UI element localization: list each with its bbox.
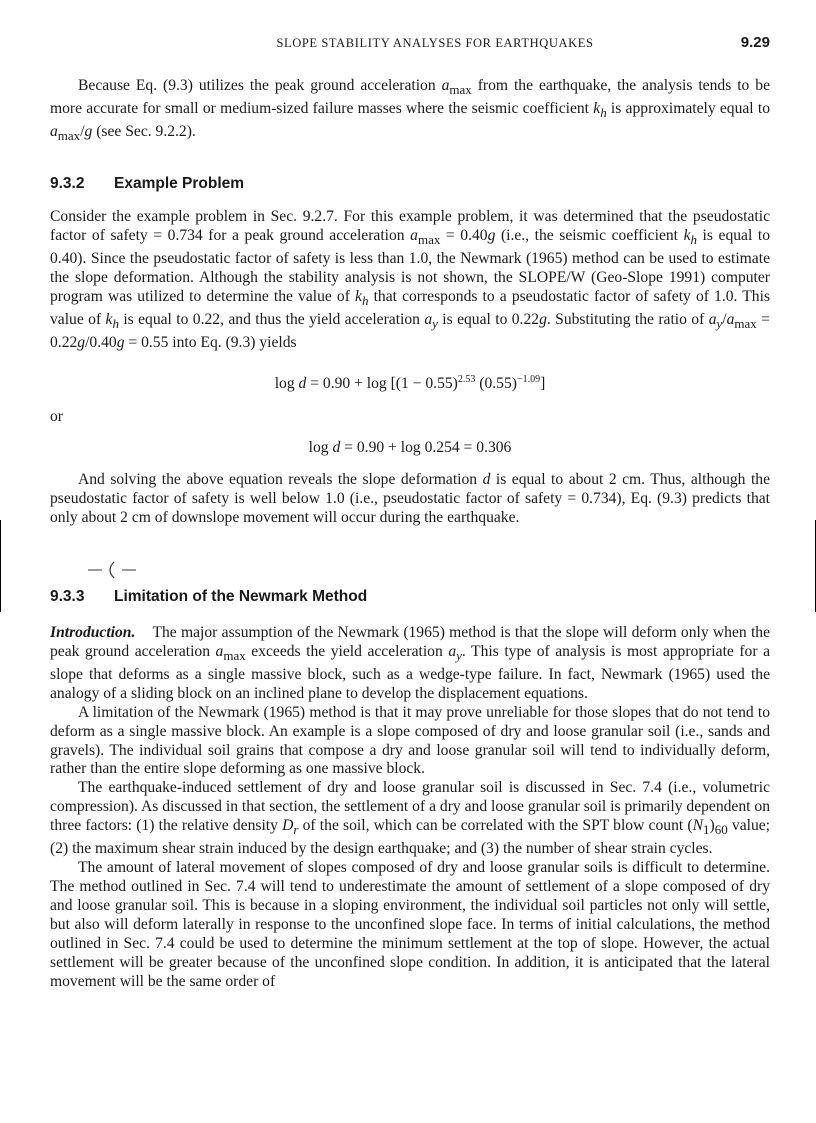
or-connector: or bbox=[50, 408, 63, 425]
equation-2: log d = 0.90 + log 0.254 = 0.306 bbox=[308, 439, 512, 456]
intro-paragraph: Because Eq. (9.3) utilizes the peak ground acceleration $a_{max}$ from the earthquake, the analysis tends to be more accurate for small or medium-sized failure masses where the seismic coefficient $k_h$ is approximately equal to $a_{max}/g$ (see Sec. 9.2.2). bbox=[50, 77, 770, 144]
page-number: 9.29 bbox=[740, 34, 770, 51]
running-head: SLOPE STABILITY ANALYSES FOR EARTHQUAKES bbox=[276, 36, 594, 50]
section-heading-9-3-2: 9.3.2 Example Problem bbox=[50, 175, 245, 192]
limitation-body: Introduction. The major assumption of the Newmark (1965) method is that the slope will deform only when the peak ground acceleration $a_{max}$ exceeds the yield acceleration $a_y$. This type of analysis is most appropriate for a slope that deforms as a single massive block, such as a wedge-type failure. In fact, Newmark (1965) used the analogy of a sliding block on an inclined plane to develop the displacement equations. A limitation of the Newmark (1965) method is that it may prove unreliable for those slopes that do not tend to deform as a single massive block. An example is a slope composed of dry and loose granular soil (i.e., sands and gravels). The individual soil grains that compose a dry and loose granular soil will tend to individually deform, rather than the entire slope deforming as one massive block. The earthquake-induced settlement of dry and loose granular soil is discussed in Sec. 7.4 (i.e., volumetric compression). As discussed in that section, the settlement of a dry and loose granular soil is primarily dependent on three factors: (1) the relative density $D_r$ of the soil, which can be correlated with the SPT blow count $(N_1)_{60}$ value; (2) the maximum shear strain induced by the design earthquake; and (3) the number of shear strain cycles. The amount of lateral movement of slopes composed of dry and loose granular soils is difficult to determine. The method outlined in Sec. 7.4 will tend to underestimate the amount of settlement of a slope composed of dry and loose granular soil. This is because in a sloping environment, the individual soil particles not only will settle, but also will deform laterally in response to the unconfined slope face. In terms of initial calculations, the method outlined in Sec. 7.4 could be used to determine the minimum settlement at the top of slope. However, the actual settlement will be greater because of the unconfined slope condition. In addition, it is anticipated that the lateral movement will be the same order of bbox=[50, 624, 771, 990]
paragraph-2: A limitation of the Newmark (1965) method is that it may prove unreliable for those slopes that do not tend to deform as a single massive block. An example is a slope composed of dry and loose granular soil (i.e., sands and gravels). The individual soil grains that compose a dry and loose granular soil will tend to individually deform, rather than the entire slope deforming as one massive block. bbox=[50, 703, 770, 778]
example-paragraph: Consider the example problem in Sec. 9.2.7. For this example problem, it was determined that the pseudostatic factor of safety = 0.734 for a peak ground acceleration $a_{max} = 0.40g$ (i.e., the seismic coefficient $k_h$ is equal to 0.40). Since the pseudostatic factor of safety is less than 1.0, the Newmark (1965) method can be used to estimate the slope deformation. Although the stability analysis is not shown, the SLOPE/W (Geo-Slope 1991) computer program was utilized to determine the value of $k_h$ that corresponds to a pseudostatic factor of safety of 1.0. This value of $k_h$ is equal to 0.22, and thus the yield acceleration $a_y$ is equal to 0.22g. Substituting the ratio of $a_y/a_{max} = 0.22g/0.40g = 0.55$ into Eq. (9.3) yields bbox=[50, 208, 770, 351]
margin-mark-left bbox=[0, 520, 1, 612]
run-in-heading: Introduction. bbox=[50, 624, 136, 641]
example-conclusion: And solving the above equation reveals the slope deformation d is equal to about 2 cm. Thus, although the pseudostatic factor of safety is well below 1.0 (i.e., pseudostatic factor of safety = 0.734), Eq. (9.3) predicts that only about 2 cm of downslope movement will occur during the earthquake. bbox=[50, 471, 771, 526]
section-break-ornament bbox=[88, 556, 148, 584]
section-heading-9-3-3: 9.3.3 Limitation of the Newmark Method bbox=[50, 588, 368, 605]
paragraph-4: The amount of lateral movement of slopes composed of dry and loose granular soils is difficult to determine. The method outlined in Sec. 7.4 will tend to underestimate the amount of settlement of a slope composed of dry and loose granular soil. This is because in a sloping environment, the individual soil particles not only will settle, but also will deform laterally in response to the unconfined slope face. In terms of initial calculations, the method outlined in Sec. 7.4 could be used to determine the minimum settlement at the top of slope. However, the actual settlement will be greater because of the unconfined slope condition. In addition, it is anticipated that the lateral movement will be the same order of bbox=[50, 859, 770, 990]
equation-1: $\log d = 0.90 + \log [(1 - 0.55)^{2.53}$ $(0.55)^{-1.09}$] bbox=[274, 374, 546, 393]
page-header bbox=[50, 36, 770, 54]
